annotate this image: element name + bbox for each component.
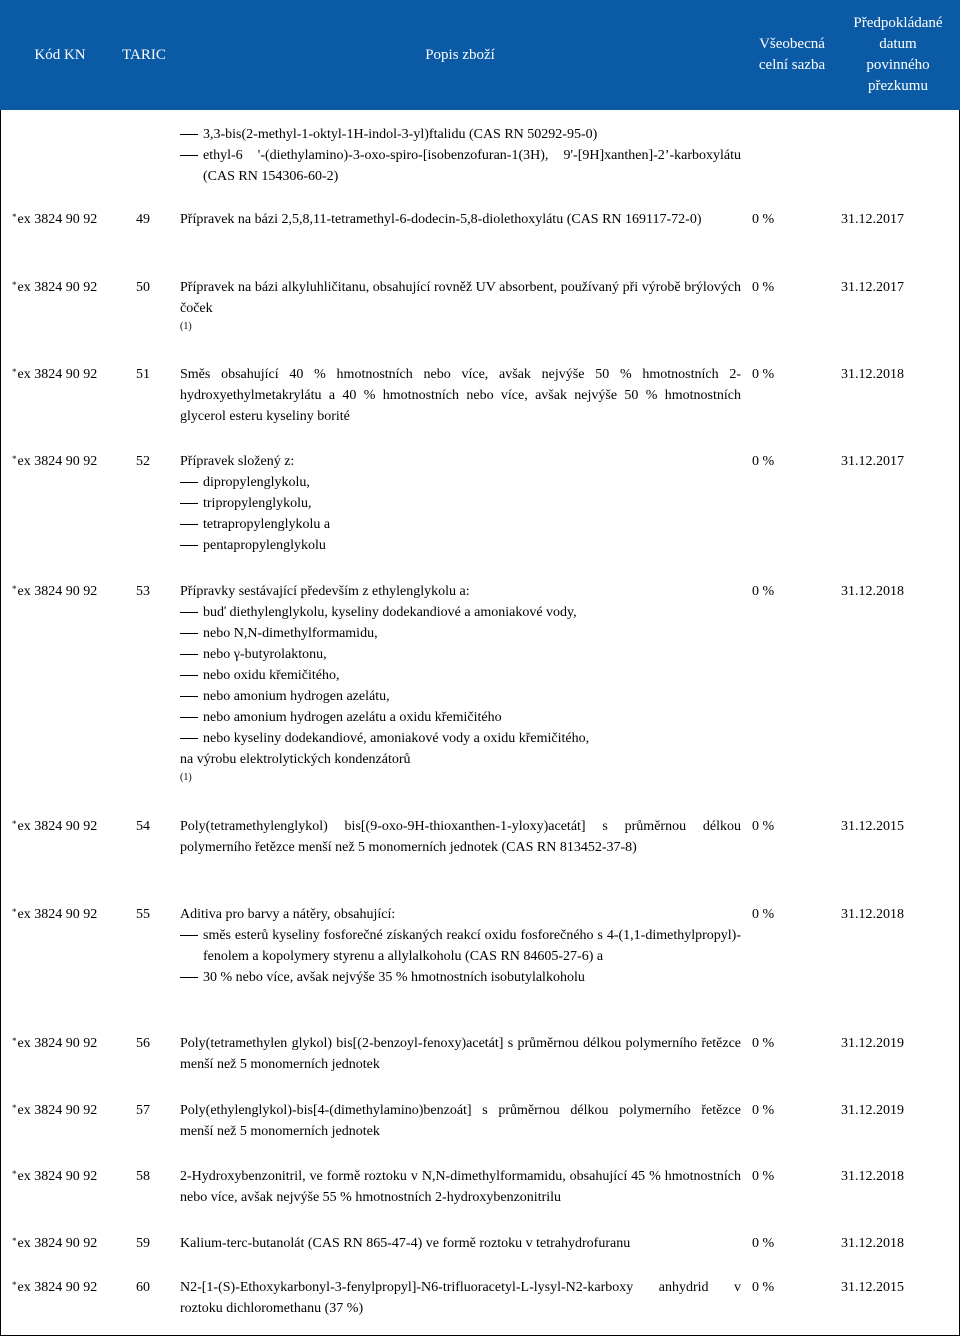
list-item: ethyl-6 '-(diethylamino)-3-oxo-spiro-[isobenzofuran-1(3H), 9'-[9H]xanthen]-2’-karboxylátu (CAS RN 154306-60-2) <box>180 145 741 187</box>
list-item: směs esterů kyseliny fosforečné získaných reakcí oxidu fosforečného s 4-(1,1-dimethylpropyl)-fenolem a kopolymery styrenu a allylalkoholu (CAS RN 84605-27-6) a <box>180 925 741 967</box>
list-item: nebo kyseliny dodekandiové, amoniakové vody a oxidu křemičitého, <box>180 728 741 749</box>
rate-cell: 0 % <box>752 584 775 599</box>
date-cell: 31.12.2015 <box>841 1280 904 1295</box>
description-cell <box>180 904 741 988</box>
kod-kn-cell: *ex 3824 90 92 <box>12 1103 98 1118</box>
date-cell: 31.12.2017 <box>841 454 904 469</box>
footnote-ref: (1) <box>180 772 192 783</box>
taric-cell: 51 <box>136 367 150 382</box>
list-item: 30 % nebo více, avšak nejvýše 35 % hmotnostních isobutylalkoholu <box>180 967 741 988</box>
taric-cell: 57 <box>136 1103 150 1118</box>
rate-cell: 0 % <box>752 212 775 227</box>
date-cell: 31.12.2018 <box>841 1169 904 1184</box>
description-cell: Kalium-terc-butanolát (CAS RN 865-47-4) ve formě roztoku v tetrahydrofuranu <box>180 1236 631 1251</box>
kod-kn-cell: *ex 3824 90 92 <box>12 1236 98 1251</box>
taric-cell: 54 <box>136 819 150 834</box>
taric-cell: 55 <box>136 907 150 922</box>
kod-kn-cell: *ex 3824 90 92 <box>12 584 98 599</box>
description-text: Přípravek na bázi alkyluhličitanu, obsahující rovněž UV absorbent, používaný při výrobě brýlových čoček <box>180 280 741 316</box>
header-datum-line: datum <box>879 36 917 52</box>
description-cell: Přípravek na bázi 2,5,8,11-tetramethyl-6-dodecin-5,8-diolethoxylátu (CAS RN 169117-72-0) <box>180 212 702 227</box>
header-sazba-line: Všeobecná <box>759 36 825 52</box>
header-datum-line: Předpokládané <box>853 15 943 31</box>
taric-cell: 52 <box>136 454 150 469</box>
taric-cell: 49 <box>136 212 150 227</box>
rate-cell: 0 % <box>752 819 775 834</box>
list-item: nebo N,N-dimethylformamidu, <box>180 623 741 644</box>
list-item: nebo oxidu křemičitého, <box>180 665 741 686</box>
list-item: nebo amonium hydrogen azelátu, <box>180 686 741 707</box>
continuation-description <box>180 124 741 187</box>
header-kod-kn: Kód KN <box>34 46 86 63</box>
date-cell: 31.12.2019 <box>841 1103 904 1118</box>
taric-cell: 50 <box>136 280 150 295</box>
rate-cell: 0 % <box>752 1103 775 1118</box>
description-text: Přípravky sestávající především z ethylenglykolu a: <box>180 584 470 599</box>
header-popis: Popis zboží <box>425 46 495 63</box>
date-cell: 31.12.2019 <box>841 1036 904 1051</box>
header-datum-prezkumu <box>840 0 956 110</box>
description-cell <box>180 451 741 556</box>
rate-cell: 0 % <box>752 1169 775 1184</box>
list-item: tetrapropylenglykolu a <box>180 514 741 535</box>
list-item: 3,3-bis(2-methyl-1-oktyl-1H-indol-3-yl)ftalidu (CAS RN 50292-95-0) <box>180 124 741 145</box>
kod-kn-cell: *ex 3824 90 92 <box>12 212 98 227</box>
header-taric: TARIC <box>122 46 166 63</box>
rate-cell: 0 % <box>752 454 775 469</box>
footnote-ref: (1) <box>180 321 192 332</box>
taric-cell: 60 <box>136 1280 150 1295</box>
kod-kn-cell: *ex 3824 90 92 <box>12 819 98 834</box>
rate-cell: 0 % <box>752 280 775 295</box>
date-cell: 31.12.2018 <box>841 584 904 599</box>
taric-cell: 56 <box>136 1036 150 1051</box>
kod-kn-cell: *ex 3824 90 92 <box>12 280 98 295</box>
date-cell: 31.12.2017 <box>841 280 904 295</box>
header-celni-sazba <box>742 0 842 110</box>
date-cell: 31.12.2018 <box>841 367 904 382</box>
list-item: buď diethylenglykolu, kyseliny dodekandiové a amoniakové vody, <box>180 602 741 623</box>
list-item: nebo amonium hydrogen azelátu a oxidu křemičitého <box>180 707 741 728</box>
taric-cell: 58 <box>136 1169 150 1184</box>
date-cell: 31.12.2018 <box>841 907 904 922</box>
list-item: tripropylenglykolu, <box>180 493 741 514</box>
description-text: Aditiva pro barvy a nátěry, obsahující: <box>180 907 396 922</box>
description-cell: 2-Hydroxybenzonitril, ve formě roztoku v N,N-dimethylformamidu, obsahující 45 % hmotnostních nebo více, avšak nejvýše 55 % hmotnostních 2-hydroxybenzonitrilu <box>180 1169 741 1205</box>
list-item: pentapropylenglykolu <box>180 535 741 556</box>
kod-kn-cell: *ex 3824 90 92 <box>12 1169 98 1184</box>
kod-kn-cell: *ex 3824 90 92 <box>12 1036 98 1051</box>
description-cell: N2-[1-(S)-Ethoxykarbonyl-3-fenylpropyl]-N6-trifluoracetyl-L-lysyl-N2-karboxy anhydrid v roztoku dichloromethanu (37 %) <box>180 1280 741 1316</box>
date-cell: 31.12.2017 <box>841 212 904 227</box>
list-item: dipropylenglykolu, <box>180 472 741 493</box>
kod-kn-cell: *ex 3824 90 92 <box>12 1280 98 1295</box>
description-cell: Poly(tetramethylen glykol) bis[(2-benzoyl-fenoxy)acetát] s průměrnou délkou polymerního řetězce menší než 5 monomerních jednotek <box>180 1036 741 1072</box>
rate-cell: 0 % <box>752 1036 775 1051</box>
kod-kn-cell: *ex 3824 90 92 <box>12 454 98 469</box>
taric-cell: 53 <box>136 584 150 599</box>
description-cell: Poly(ethylenglykol)-bis[4-(dimethylamino)benzoát] s průměrnou délkou polymerního řetězce menší než 5 monomerních jednotek <box>180 1103 741 1139</box>
kod-kn-cell: *ex 3824 90 92 <box>12 367 98 382</box>
header-datum-line: povinného <box>866 57 930 73</box>
rate-cell: 0 % <box>752 367 775 382</box>
date-cell: 31.12.2015 <box>841 819 904 834</box>
header-sazba-line: celní sazba <box>758 57 826 73</box>
description-text: Přípravek složený z: <box>180 454 295 469</box>
kod-kn-cell: *ex 3824 90 92 <box>12 907 98 922</box>
date-cell: 31.12.2018 <box>841 1236 904 1251</box>
list-item: nebo γ-butyrolaktonu, <box>180 644 741 665</box>
table-header <box>0 0 960 110</box>
description-cell <box>180 581 741 786</box>
taric-cell: 59 <box>136 1236 150 1251</box>
description-tail: na výrobu elektrolytických kondenzátorů <box>180 752 411 767</box>
description-cell <box>180 277 741 335</box>
rate-cell: 0 % <box>752 1236 775 1251</box>
header-datum-line: přezkumu <box>868 78 928 94</box>
description-cell: Směs obsahující 40 % hmotnostních nebo více, avšak nejvýše 50 % hmotnostních 2-hydroxyethylmetakrylátu a 40 % hmotnostních nebo více, avšak nejvýše 50 % hmotnostních glycerol esteru kyseliny borité <box>180 367 741 424</box>
rate-cell: 0 % <box>752 907 775 922</box>
rate-cell: 0 % <box>752 1280 775 1295</box>
description-cell: Poly(tetramethylenglykol) bis[(9-oxo-9H-thioxanthen-1-yloxy)acetát] s průměrnou délkou polymerního řetězce menší než 5 monomerních jednotek (CAS RN 813452-37-8) <box>180 819 741 855</box>
